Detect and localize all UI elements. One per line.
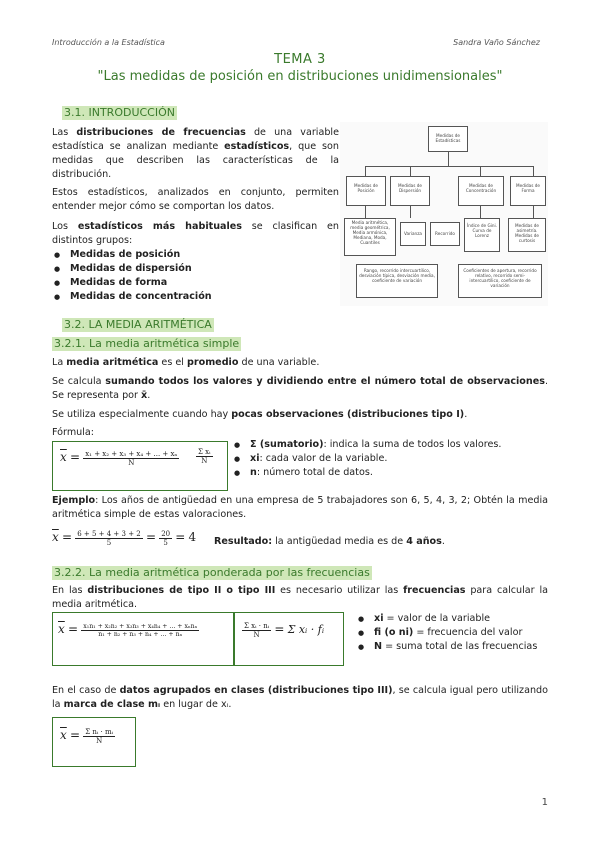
grouped-mean-formula: $\overline{x}$ = $\frac{\text{Σ nᵢ · mᵢ}}{N}$ xyxy=(60,728,114,745)
example-result: Resultado: la antigüedad media es de 4 años. xyxy=(214,536,445,547)
weighted-mean-legend xyxy=(356,612,537,654)
weighted-mean-formula: $\overline{x}$ = $\frac{\text{x₁n₁ + x₂n₂ + x₃n₃ + x₄n₄ + ... + xₙnₙ}}{\text{n₁ + n₂ + n₃ + n₄ + ... + nₙ}}$ xyxy=(58,622,198,638)
diagram-connector xyxy=(533,206,534,218)
weighted-mean-paragraph: En las distribuciones de tipo II o tipo III es necesario utilizar las frecuencias para calcular la media aritmética. xyxy=(52,585,548,610)
weighted-mean-alt-formula: $\frac{\text{Σ xᵢ · nᵢ}}{N}$ = Σ xᵢ · fᵢ xyxy=(244,622,325,639)
diagram-connector xyxy=(448,152,449,166)
mean-definition: La media aritmética es el promedio de una variable. xyxy=(52,357,320,368)
mean-usage: Se utiliza especialmente cuando hay pocas observaciones (distribuciones tipo I). xyxy=(52,409,468,420)
section-heading-intro: 3.1. INTRODUCCIÓN xyxy=(64,106,175,119)
list-item: ● xi: cada valor de la variable. xyxy=(232,452,501,466)
header-right: Sandra Vaño Sánchez xyxy=(453,38,540,47)
mean-calculation: Se calcula sumando todos los valores y dividiendo entre el número total de observaciones. Se representa por x̄. xyxy=(52,376,548,401)
diagram-dispersion: Medidas de Dispersión xyxy=(390,176,430,206)
list-item: ● fi (o ni) = frecuencia del valor xyxy=(356,626,537,640)
list-item: ● Σ (sumatorio): indica la suma de todos los valores. xyxy=(232,438,501,452)
weighted-mean-alt-formula-box xyxy=(234,612,344,666)
page-number: 1 xyxy=(541,797,548,808)
diagram-range: Recorrido xyxy=(430,222,460,246)
example-paragraph: Ejemplo: Los años de antigüedad en una empresa de 5 trabajadores son 6, 5, 4, 3, 2; Obtén la media aritmética simple de estas valoraciones. xyxy=(52,495,548,520)
diagram-gini: Índice de Gini. Curva de Lorenz xyxy=(464,218,500,252)
weighted-mean-formula-box xyxy=(52,612,234,666)
formula-label: Fórmula: xyxy=(52,427,95,438)
intro-paragraph-1: Las distribuciones de frecuencias de una variable estadística se analizan mediante estadísticos, que son medidas que describen las características de la distribución. xyxy=(52,127,340,180)
example-calculation: $\overline{x}$ = $\frac{6 + 5 + 4 + 3 + 2}{5}$ = $\frac{20}{5}$ = 4 xyxy=(52,530,197,547)
subsection-simple-mean: 3.2.1. La media aritmética simple xyxy=(54,337,240,350)
diagram-connector xyxy=(480,166,481,176)
list-item: ● Medidas de concentración xyxy=(52,290,212,304)
diagram-connector xyxy=(480,206,481,218)
section-heading-mean: 3.2. LA MEDIA ARITMÉTICA xyxy=(64,318,212,331)
diagram-position-items: Media aritmética, media geométrica, Media armónica, Mediana, Moda, Cuantiles xyxy=(344,218,396,256)
diagram-dispersion-note: Rango, recorrido intercuartílico, desviación típica, desviación media, coeficiente de variación xyxy=(356,264,438,298)
simple-mean-sum-formula: $\frac{\text{Σ xᵢ}}{N}$ xyxy=(198,448,211,465)
diagram-connector xyxy=(410,166,411,176)
diagram-asymmetry: Medidas de asimetría. Medidas de curtosis xyxy=(508,218,546,252)
diagram-variance: Varianza xyxy=(400,222,426,246)
diagram-concentration: Medidas de Concentración xyxy=(458,176,504,206)
diagram-connector xyxy=(410,206,411,218)
page-title: TEMA 3 xyxy=(274,52,326,67)
measure-groups-list xyxy=(52,248,212,304)
diagram-concentration-note: Coeficientes de apertura, recorrido relativo, recorrido semi-intercuartílico, coeficiente de variación xyxy=(458,264,542,298)
diagram-connector xyxy=(365,206,366,218)
list-item: ● Medidas de dispersión xyxy=(52,262,212,276)
grouped-data-paragraph: En el caso de datos agrupados en clases (distribuciones tipo III), se calcula igual pero utilizando la marca de clase mᵢ en lugar de xᵢ. xyxy=(52,685,548,710)
diagram-position: Medidas de Posición xyxy=(346,176,386,206)
diagram-connector xyxy=(365,166,366,176)
statistics-measures-diagram xyxy=(340,122,548,306)
simple-mean-formula: $\overline{x}$ = $\frac{\text{x₁ + x₂ + x₃ + x₄ + ... + xₙ}}{N}$ xyxy=(60,450,178,467)
header-left: Introducción a la Estadística xyxy=(52,38,165,47)
list-item: ● N = suma total de las frecuencias xyxy=(356,640,537,654)
subsection-weighted-mean: 3.2.2. La media aritmética ponderada por las frecuencias xyxy=(54,566,370,579)
intro-paragraph-2: Estos estadísticos, analizados en conjunto, permiten entender mejor cómo se comportan los datos. xyxy=(52,187,339,212)
diagram-shape: Medidas de Forma xyxy=(510,176,546,206)
page-subtitle: "Las medidas de posición en distribuciones unidimensionales" xyxy=(97,69,503,84)
intro-paragraph-3: Los estadísticos más habituales se clasifican en distintos grupos: xyxy=(52,221,339,246)
diagram-connector xyxy=(533,166,534,176)
list-item: ● n: número total de datos. xyxy=(232,466,501,480)
list-item: ● Medidas de posición xyxy=(52,248,212,262)
list-item: ● Medidas de forma xyxy=(52,276,212,290)
diagram-connector xyxy=(365,166,533,167)
list-item: ● xi = valor de la variable xyxy=(356,612,537,626)
diagram-root: Medidas de Estadísticas xyxy=(428,126,468,152)
simple-mean-legend xyxy=(232,438,501,480)
